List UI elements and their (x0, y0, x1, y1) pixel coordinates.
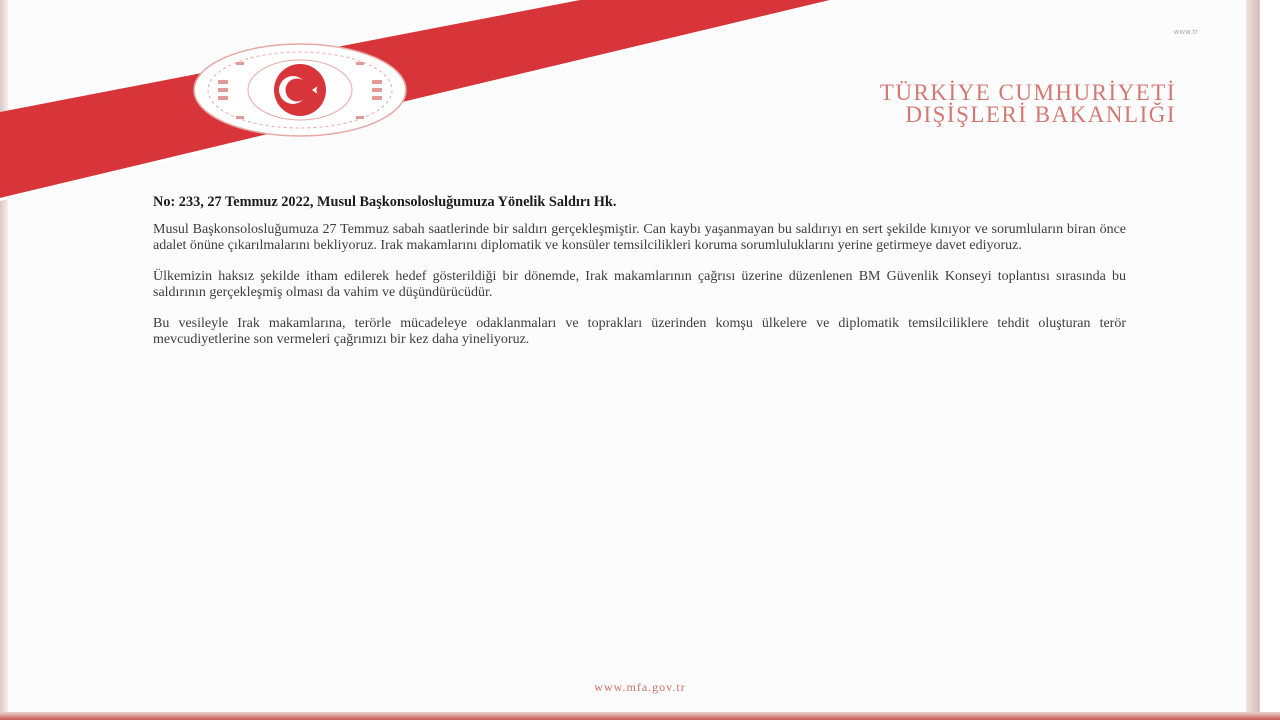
corner-note: www.tr (1173, 28, 1198, 36)
footer-website (0, 680, 1280, 695)
paragraph-3: Bu vesileyle Irak makamlarına, terörle mücadeleye odaklanmaları ve toprakları üzerinden komşu ülkelere ve diplomatik temsilciliklere tehdit oluşturan terör mevcudiyetlerine son vermeleri çağrımızı bir kez daha yineliyoruz. (153, 316, 1126, 347)
document-heading: No: 233, 27 Temmuz 2022, Musul Başkonsolosluğumuza Yönelik Saldırı Hk. (153, 194, 617, 210)
ministry-title-line2: DIŞİŞLERİ BAKANLIĞI (905, 102, 1176, 127)
ministry-title (880, 82, 1176, 126)
website-text: www.mfa.gov.tr (594, 680, 686, 694)
ministry-title-line1: TÜRKİYE CUMHURİYETİ (879, 80, 1176, 105)
paragraph-1: Musul Başkonsolosluğumuza 27 Temmuz sabah saatlerinde bir saldırı gerçekleşmiştir. Can kaybı yaşanmayan bu saldırıyı en sert şekilde kınıyor ve sorumluların biran önce adalet önüne çıkarılmalarını bekliyoruz. Irak makamlarını diplomatik ve konsüler temsilcilikleri koruma sorumluluklarını yerine getirmeye davet ediyoruz. (153, 222, 1126, 253)
paragraph-2: Ülkemizin haksız şekilde itham edilerek hedef gösterildiği bir dönemde, Irak makamlarının çağrısı üzerine düzenlenen BM Güvenlik Konseyi toplantısı sırasında bu saldırının gerçekleşmiş olması da vahim ve düşündürücüdür. (153, 269, 1126, 300)
document-body (153, 222, 1126, 364)
ministry-emblem-icon (190, 40, 410, 140)
